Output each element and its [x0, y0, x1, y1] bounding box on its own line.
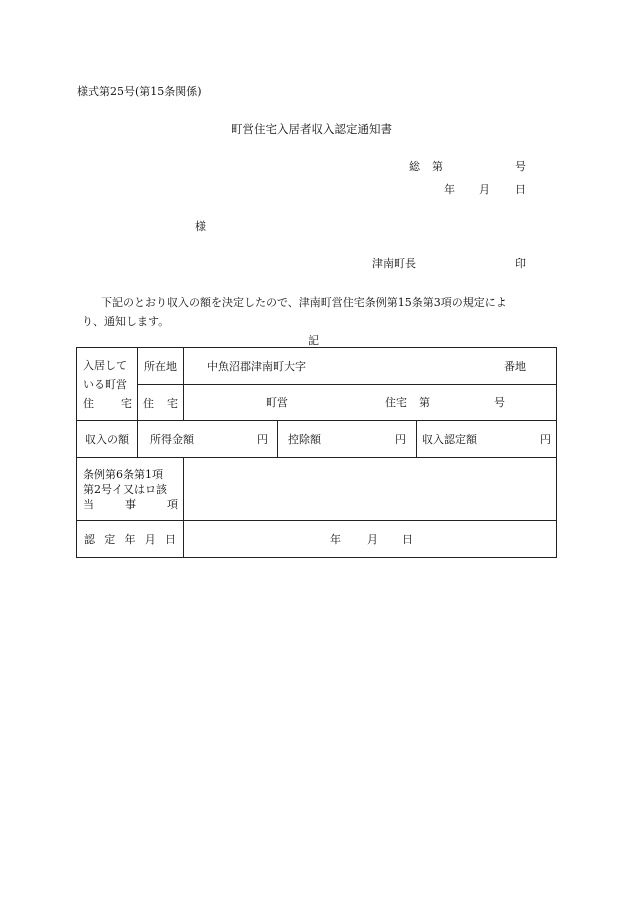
cert-date-year: 年	[330, 533, 341, 546]
income-certification-table	[76, 347, 557, 558]
income-amount-yen: 円	[257, 433, 268, 446]
income-amount-label: 所得金額	[150, 433, 194, 446]
deduction-cell	[278, 421, 417, 458]
income-row	[77, 421, 557, 458]
deduction-yen: 円	[395, 433, 406, 446]
resident-housing-label: 入居して いる町営 住 宅	[77, 348, 138, 421]
body-text-line2: り、通知します。	[82, 315, 170, 328]
banchi-label: 番地	[504, 360, 526, 373]
ki-heading: 記	[308, 334, 319, 347]
condition-value	[184, 458, 557, 521]
income-label: 収入の額	[77, 421, 138, 458]
housing-value-cell	[184, 385, 557, 421]
location-value-cell	[184, 348, 557, 385]
sender-name: 津南町長	[372, 257, 416, 270]
housing-choei: 町営	[266, 396, 288, 409]
location-row	[77, 348, 557, 385]
cert-date-day: 日	[402, 533, 413, 546]
cert-date-month: 月	[367, 533, 378, 546]
cert-date-value-cell	[184, 521, 557, 558]
condition-row	[77, 458, 557, 521]
location-value: 中魚沼郡津南町大字	[207, 360, 306, 373]
cert-date-label: 認 定 年 月 日	[77, 521, 184, 558]
income-amount-cell	[138, 421, 278, 458]
condition-label: 条例第6条第1項 第2号イ又はロ該 当 事 項	[77, 458, 184, 521]
addressee-honorific: 様	[195, 220, 206, 233]
housing-row	[77, 385, 557, 421]
cert-date-row	[77, 521, 557, 558]
certified-income-yen: 円	[540, 433, 551, 446]
sender-seal: 印	[515, 257, 526, 270]
document-title: 町営住宅入居者収入認定通知書	[231, 122, 392, 136]
doc-number-prefix: 総	[409, 160, 420, 173]
deduction-label: 控除額	[288, 433, 321, 446]
issue-date-month: 月	[479, 183, 490, 196]
notice-body-text	[77, 293, 557, 331]
doc-number-dai: 第	[432, 160, 443, 173]
body-text-line1: 下記のとおり収入の額を決定したので、津南町営住宅条例第15条第3項の規定によ	[101, 296, 507, 309]
housing-label: 住 宅	[138, 385, 184, 421]
housing-go: 号	[494, 396, 505, 409]
form-number: 様式第25号(第15条関係)	[77, 85, 202, 98]
housing-jutaku: 住宅	[385, 396, 407, 409]
housing-dai: 第	[419, 396, 430, 409]
doc-number-go: 号	[515, 160, 526, 173]
issue-date-day: 日	[515, 183, 526, 196]
issue-date-year: 年	[444, 183, 455, 196]
certified-income-label: 収入認定額	[422, 433, 477, 446]
location-label: 所在地	[138, 348, 184, 385]
certified-income-cell	[417, 421, 557, 458]
